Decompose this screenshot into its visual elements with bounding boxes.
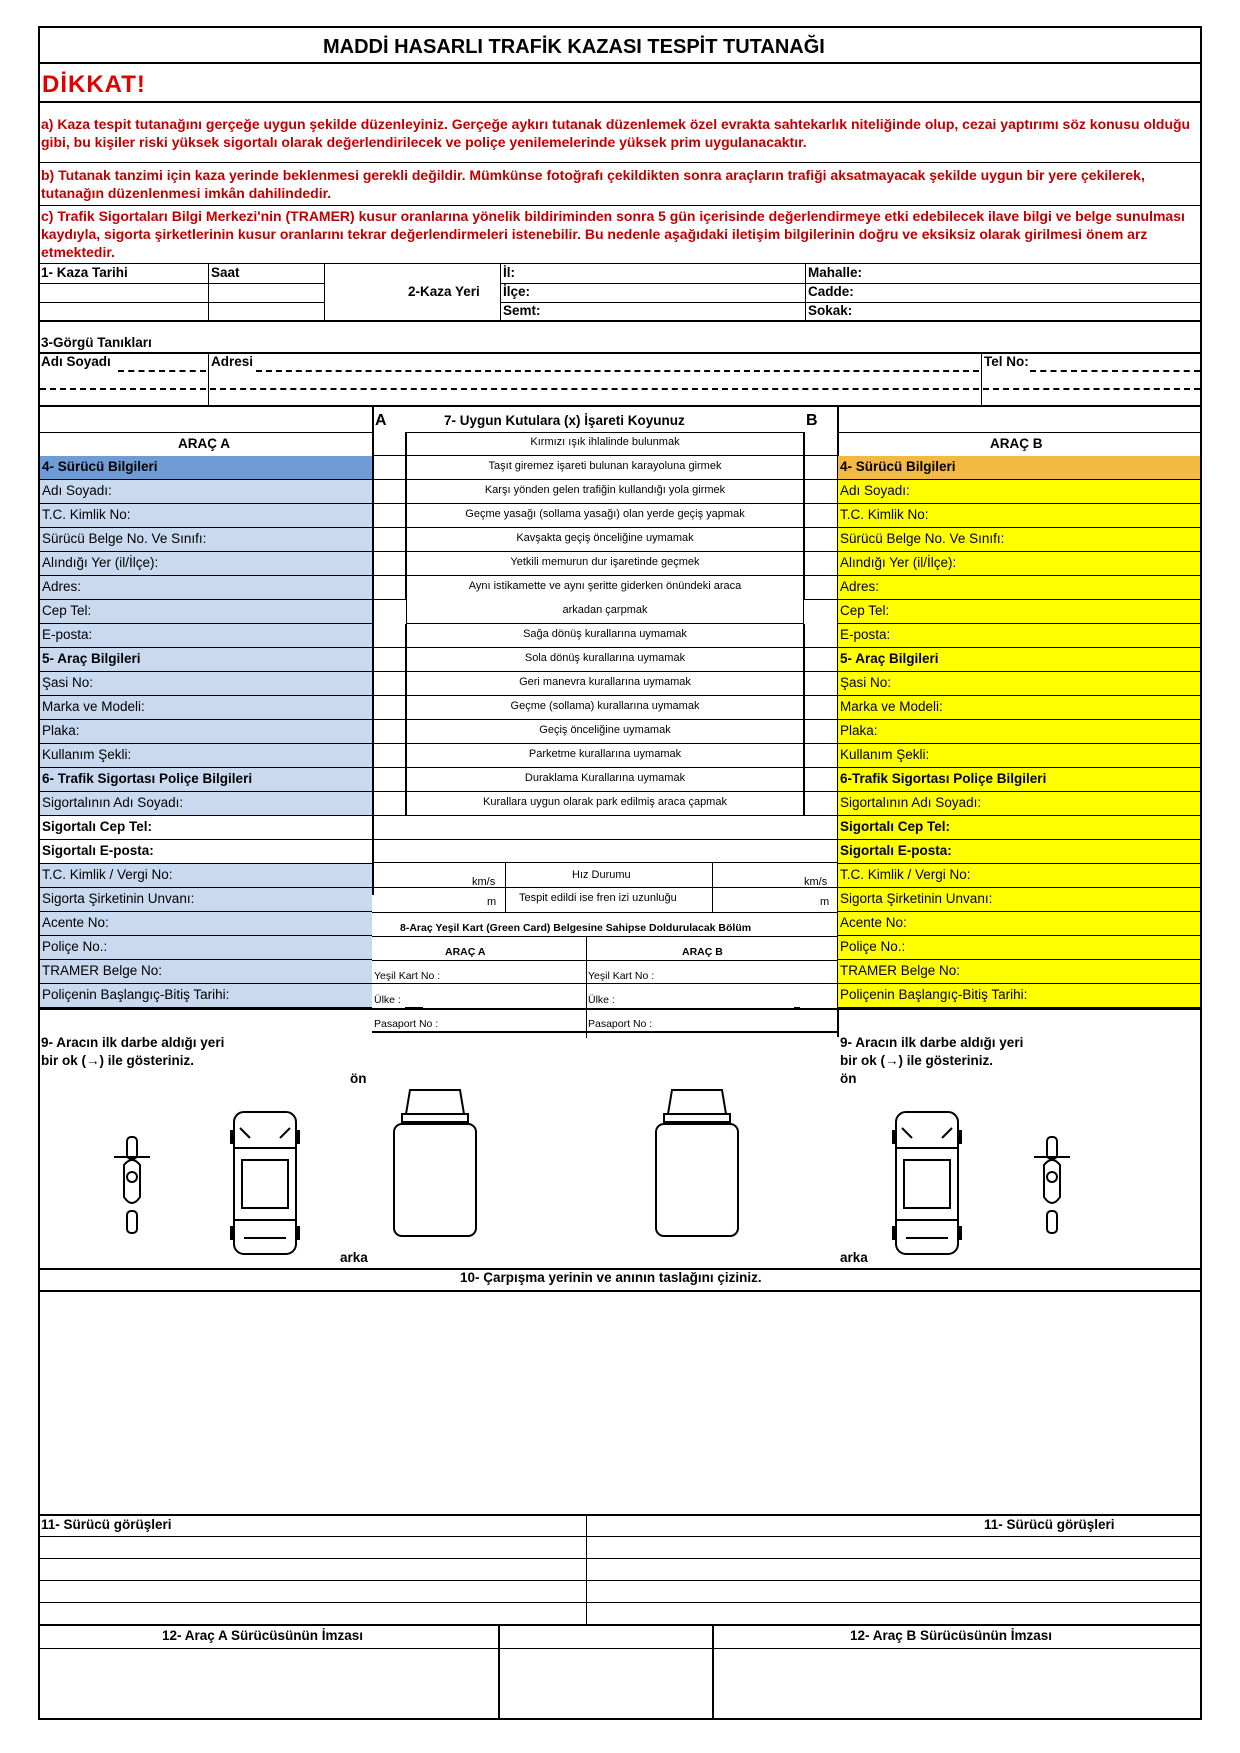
warning-b: b) Tutanak tanzimi için kaza yerinde beklenmesi gerekli değildir. Mümkünse fotoğrafı çekildikten sonra araçların trafiği aksatmayacak şekilde uygun bir yere çekilerek, tutanağın düzenlenmesi imkân dahilindedir. [41, 167, 1145, 201]
vehicle-b-row[interactable]: E-posta: [838, 624, 1200, 648]
vehicle-a-row[interactable]: Marka ve Modeli: [40, 696, 372, 720]
warning-a: a) Kaza tespit tutanağını gerçeğe uygun şekilde düzenleyiniz. Gerçeğe aykırı tutanak düzenlemek özel evrakta sahtekarlık niteliğinde olup, cezai yaptırımı söz konusu olduğu gibi, bu kişiler riski yüksek sigortalı olarak değerlendirilecek ve poliçe yenilemelerinde yüksek prim uygulanacaktır. [41, 116, 1191, 150]
saat-label: Saat [211, 265, 240, 280]
criteria-row: Geri manevra kurallarına uymamak [406, 672, 804, 696]
speed-label: Hız Durumu [572, 869, 631, 881]
impact-a-rear: arka [340, 1250, 368, 1265]
vehicle-a-row[interactable]: Sürücü Belge No. Ve Sınıfı: [40, 528, 372, 552]
vehicle-a-row[interactable]: 6- Trafik Sigortası Poliçe Bilgileri [40, 768, 372, 792]
vehicle-a-row[interactable]: Alındığı Yer (il/İlçe): [40, 552, 372, 576]
gc-pasaport-a: Pasaport No : [374, 1018, 439, 1030]
criteria-checkbox-a[interactable] [372, 504, 406, 528]
vehicle-b-row[interactable]: Acente No: [838, 912, 1200, 936]
brake-label: Tespit edildi ise fren izi uzunluğu [519, 892, 677, 904]
criteria-checkbox-b[interactable] [804, 672, 838, 696]
criteria-checkbox-a[interactable] [372, 528, 406, 552]
truck-b-icon[interactable] [652, 1088, 742, 1238]
vehicle-a-row[interactable]: Sigortalı E-posta: [40, 840, 372, 864]
vehicle-a-row[interactable]: 4- Sürücü Bilgileri [40, 456, 372, 480]
criteria-checkbox-a[interactable] [372, 624, 406, 648]
vehicle-b-row[interactable]: T.C. Kimlik / Vergi No: [838, 864, 1200, 888]
vehicle-b-row[interactable]: Sigortalı E-posta: [838, 840, 1200, 864]
signature-b-box[interactable] [714, 1650, 1200, 1718]
criteria-row: Sola dönüş kurallarına uymamak [406, 648, 804, 672]
col-a-header: A [375, 412, 387, 429]
criteria-checkbox-a[interactable] [372, 648, 406, 672]
criteria-checkbox-a[interactable] [372, 672, 406, 696]
criteria-checkbox-a[interactable] [372, 456, 406, 480]
criteria-row: Geçme (sollama) kurallarına uymamak [406, 696, 804, 720]
car-a-small-icon[interactable] [230, 1108, 300, 1258]
vehicle-a-row[interactable]: Adı Soyadı: [40, 480, 372, 504]
vehicle-b-row[interactable]: Şasi No: [838, 672, 1200, 696]
vehicle-b-row[interactable]: T.C. Kimlik No: [838, 504, 1200, 528]
warning-title: DİKKAT! [42, 71, 146, 98]
criteria-checkbox-b[interactable] [804, 456, 838, 480]
section10-title: 10- Çarpışma yerinin ve anının taslağını çiziniz. [460, 1270, 762, 1285]
vehicle-a-row[interactable]: Şasi No: [40, 672, 372, 696]
criteria-checkbox-a[interactable] [372, 552, 406, 576]
vehicle-a-row[interactable]: TRAMER Belge No: [40, 960, 372, 984]
impact-b-rear: arka [840, 1250, 868, 1265]
vehicle-b-row[interactable]: Marka ve Modeli: [838, 696, 1200, 720]
criteria-row: Yetkili memurun dur işaretinde geçmek [406, 552, 804, 576]
signature-b-label: 12- Araç B Sürücüsünün İmzası [850, 1628, 1053, 1643]
criteria-row: Taşıt giremez işareti bulunan karayoluna girmek [406, 456, 804, 480]
vehicle-b-row[interactable]: Cep Tel: [838, 600, 1200, 624]
col-b-header: B [806, 412, 818, 429]
signature-a-box[interactable] [40, 1650, 496, 1718]
section8-title: 8-Araç Yeşil Kart (Green Card) Belgesine Sahipse Doldurulacak Bölüm [400, 922, 752, 934]
criteria-checkbox-b[interactable] [804, 552, 838, 576]
ilce-label: İlçe: [503, 284, 531, 299]
vehicle-b-row[interactable]: Sigortalı Cep Tel: [838, 816, 1200, 840]
brake-unit-a: m [487, 896, 497, 908]
criteria-row: Aynı istikamette ve aynı şeritte giderken önündeki araca [406, 576, 804, 600]
criteria-checkbox-b[interactable] [804, 504, 838, 528]
vehicle-a-row[interactable]: Acente No: [40, 912, 372, 936]
gc-pasaport-b: Pasaport No : [588, 1018, 653, 1030]
criteria-checkbox-a[interactable] [372, 792, 406, 816]
gc-arac-a: ARAÇ A [445, 946, 486, 958]
car-b-small-icon[interactable] [892, 1108, 962, 1258]
kaza-yeri-label: 2-Kaza Yeri [408, 284, 480, 299]
mahalle-label: Mahalle: [808, 265, 863, 280]
impact-b-front: ön [840, 1071, 857, 1086]
truck-a-icon[interactable] [390, 1088, 480, 1238]
criteria-row: Kurallara uygun olarak park edilmiş araca çapmak [406, 792, 804, 816]
sketch-area[interactable] [40, 1292, 1200, 1512]
gc-yesil-kart-a: Yeşil Kart No : [374, 970, 441, 982]
criteria-row: Karşı yönden gelen trafiğin kullandığı yola girmek [406, 480, 804, 504]
criteria-row: Kırmızı ışık ihlalinde bulunmak [406, 432, 804, 456]
speed-unit-a: km/s [472, 876, 496, 888]
vehicle-a-row[interactable]: Kullanım Şekli: [40, 744, 372, 768]
criteria-row: Parketme kurallarına uymamak [406, 744, 804, 768]
criteria-checkbox-b[interactable] [804, 696, 838, 720]
criteria-checkbox-b[interactable] [804, 744, 838, 768]
arac-a-header: ARAÇ A [178, 436, 230, 451]
vehicle-b-row[interactable]: Alındığı Yer (il/İlçe): [838, 552, 1200, 576]
vehicle-b-row[interactable]: Adı Soyadı: [838, 480, 1200, 504]
criteria-row: Geçme yasağı (sollama yasağı) olan yerde geçiş yapmak [406, 504, 804, 528]
vehicle-b-row[interactable]: Sigortalının Adı Soyadı: [838, 792, 1200, 816]
vehicle-b-row[interactable]: Adres: [838, 576, 1200, 600]
criteria-checkbox-a[interactable] [372, 432, 406, 456]
criteria-row: Kavşakta geçiş önceliğine uymamak [406, 528, 804, 552]
criteria-checkbox-a[interactable] [372, 768, 406, 792]
vehicle-b-row[interactable]: TRAMER Belge No: [838, 960, 1200, 984]
impact-a-front: ön [350, 1071, 367, 1086]
criteria-checkbox-a[interactable] [372, 696, 406, 720]
criteria-checkbox-b[interactable] [804, 528, 838, 552]
criteria-checkbox-b[interactable] [804, 624, 838, 648]
sokak-label: Sokak: [808, 303, 853, 318]
criteria-checkbox-b[interactable] [804, 720, 838, 744]
impact-a-line2: bir ok (→) ile gösteriniz. [41, 1053, 195, 1068]
arac-b-header: ARAÇ B [990, 436, 1043, 451]
semt-label: Semt: [503, 303, 541, 318]
kaza-tarihi-label: 1- Kaza Tarihi [41, 265, 128, 280]
criteria-row: arkadan çarpmak [406, 600, 804, 624]
motorcycle-b-icon[interactable] [1030, 1135, 1074, 1235]
criteria-checkbox-a[interactable] [372, 720, 406, 744]
criteria-checkbox-b[interactable] [804, 432, 838, 456]
impact-b-line2: bir ok (→) ile gösteriniz. [840, 1053, 994, 1068]
vehicle-b-row[interactable]: 5- Araç Bilgileri [838, 648, 1200, 672]
criteria-checkbox-a[interactable] [372, 744, 406, 768]
vehicle-a-row[interactable]: Adres: [40, 576, 372, 600]
vehicle-a-row[interactable]: Sigortalı Cep Tel: [40, 816, 372, 840]
criteria-row: Sağa dönüş kurallarına uymamak [406, 624, 804, 648]
vehicle-b-row[interactable]: Poliçe No.: [838, 936, 1200, 960]
tanik-adres-label: Adresi [211, 354, 254, 369]
vehicle-b-row[interactable]: 4- Sürücü Bilgileri [838, 456, 1200, 480]
gc-arac-b: ARAÇ B [682, 946, 723, 958]
section7-title: 7- Uygun Kutulara (x) İşareti Koyunuz [444, 413, 685, 428]
driver-a-opinion-label: 11- Sürücü görüşleri [41, 1517, 172, 1532]
criteria-row: Duraklama Kurallarına uymamak [406, 768, 804, 792]
criteria-checkbox-b[interactable] [804, 648, 838, 672]
vehicle-a-row[interactable]: Poliçenin Başlangıç-Bitiş Tarihi: [40, 984, 372, 1008]
vehicle-b-row[interactable]: Sürücü Belge No. Ve Sınıfı: [838, 528, 1200, 552]
vehicle-a-row[interactable]: Sigorta Şirketinin Unvanı: [40, 888, 372, 912]
cadde-label: Cadde: [808, 284, 854, 299]
speed-unit-b: km/s [804, 876, 828, 888]
criteria-checkbox-a[interactable] [372, 480, 406, 504]
criteria-checkbox-b[interactable] [804, 768, 838, 792]
criteria-checkbox-b[interactable] [804, 576, 838, 600]
brake-unit-b: m [820, 896, 830, 908]
vehicle-a-row[interactable]: Plaka: [40, 720, 372, 744]
impact-b-line1: 9- Aracın ilk darbe aldığı yeri [840, 1035, 1024, 1050]
tanik-adi-label: Adı Soyadı [41, 354, 111, 369]
criteria-checkbox-b[interactable] [804, 480, 838, 504]
gc-yesil-kart-b: Yeşil Kart No : [588, 970, 655, 982]
vehicle-b-row[interactable]: Sigorta Şirketinin Unvanı: [838, 888, 1200, 912]
vehicle-a-row[interactable]: Poliçe No.: [40, 936, 372, 960]
warning-c: c) Trafik Sigortaları Bilgi Merkezi'nin (TRAMER) kusur oranlarına yönelik bildiriminden sonra 5 gün içerisinde değerlendirmeye etki edebilecek ilave bilgi ve belge sunulması kaydıyla, sigorta şirketlerinin kusur oranlarını tekrar değerlendirmeleri istenebilir. Bu nedenle aşağıdaki iletişim bilgilerinin doğru ve eksiksiz olarak girilmesi önem arz etmektedir. [41, 208, 1185, 260]
gc-ulke-b: Ülke : [588, 994, 615, 1006]
driver-b-opinion-label: 11- Sürücü görüşleri [984, 1517, 1115, 1532]
gorgu-taniklari-label: 3-Görgü Tanıkları [41, 335, 152, 350]
impact-a-line1: 9- Aracın ilk darbe aldığı yeri [41, 1035, 225, 1050]
tanik-tel-label: Tel No: [984, 354, 1029, 369]
motorcycle-a-icon[interactable] [110, 1135, 154, 1235]
vehicle-a-row[interactable]: T.C. Kimlik / Vergi No: [40, 864, 372, 888]
page-title: MADDİ HASARLI TRAFİK KAZASI TESPİT TUTANAĞI [323, 36, 825, 58]
criteria-checkbox-b[interactable] [804, 792, 838, 816]
vehicle-a-row[interactable]: 5- Araç Bilgileri [40, 648, 372, 672]
criteria-row: Geçiş önceliğine uymamak [406, 720, 804, 744]
vehicle-b-row[interactable]: Poliçenin Başlangıç-Bitiş Tarihi: [838, 984, 1200, 1008]
criteria-checkbox-a[interactable] [372, 576, 406, 600]
vehicle-a-row[interactable]: T.C. Kimlik No: [40, 504, 372, 528]
vehicle-b-row[interactable]: Plaka: [838, 720, 1200, 744]
il-label: İl: [503, 265, 515, 280]
vehicle-b-row[interactable]: Kullanım Şekli: [838, 744, 1200, 768]
vehicle-a-row[interactable]: Sigortalının Adı Soyadı: [40, 792, 372, 816]
signature-a-label: 12- Araç A Sürücüsünün İmzası [162, 1628, 364, 1643]
vehicle-a-row[interactable]: E-posta: [40, 624, 372, 648]
vehicle-a-row[interactable]: Cep Tel: [40, 600, 372, 624]
vehicle-b-row[interactable]: 6-Trafik Sigortası Poliçe Bilgileri [838, 768, 1200, 792]
gc-ulke-a: Ülke : [374, 994, 401, 1006]
